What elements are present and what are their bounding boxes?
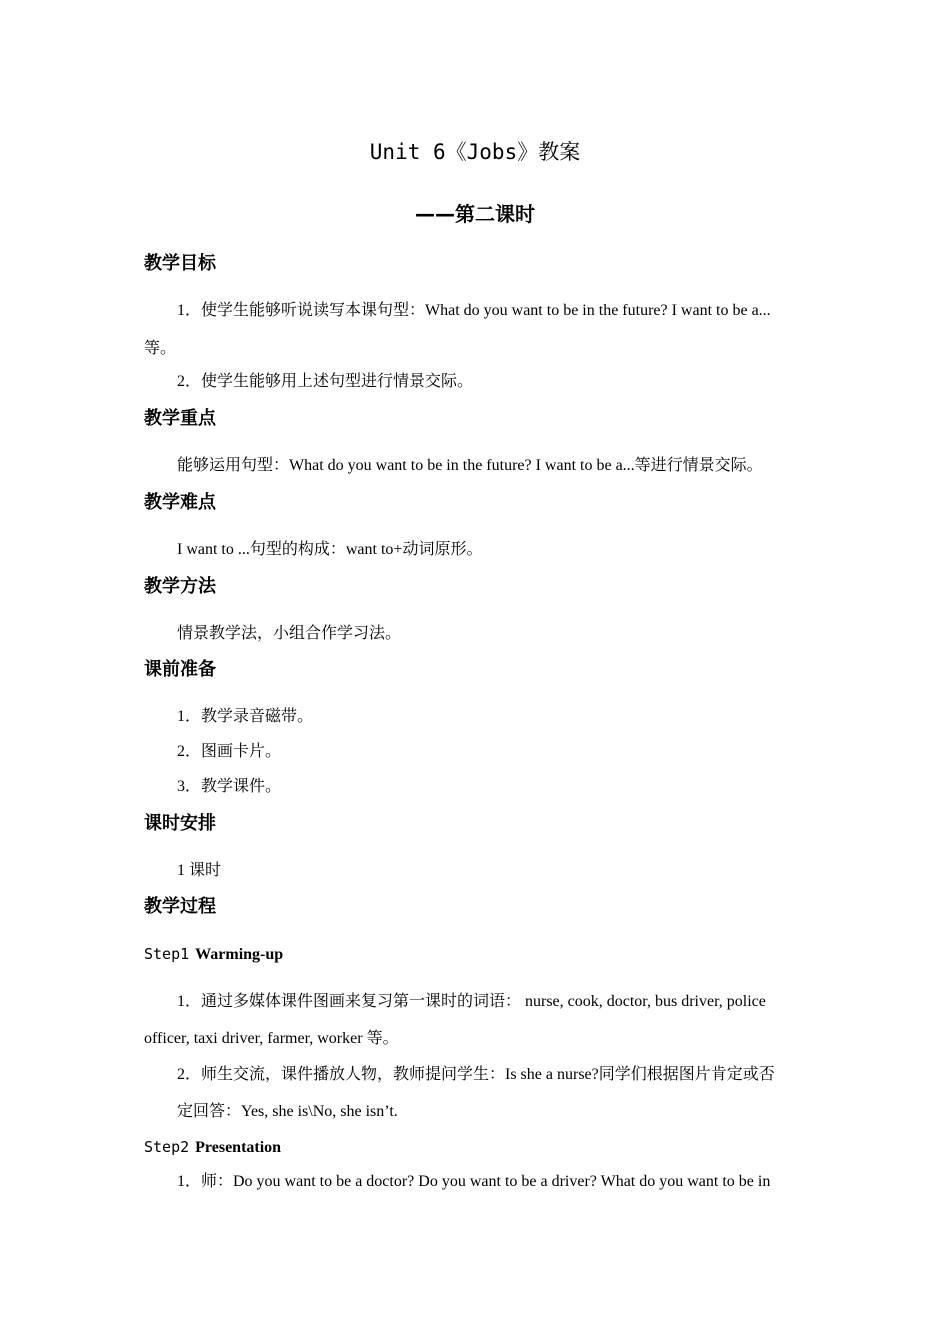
preparation-item-2: 2．图画卡片。 — [177, 743, 282, 760]
heading-process: 教学过程 — [144, 896, 216, 917]
step-1-heading — [144, 944, 283, 965]
step-1-item-1-cont: officer, taxi driver, farmer, worker 等。 — [144, 1030, 399, 1047]
preparation-item-3: 3．教学课件。 — [177, 778, 282, 795]
step-1-item-1: 1．通过多媒体课件图画来复习第一课时的词语： nurse, cook, doctor, bus driver, police — [177, 993, 766, 1010]
step-1-item-2: 2．师生交流，课件播放人物，教师提问学生：Is she a nurse?同学们根据图片肯定或否 — [177, 1066, 775, 1083]
heading-methods: 教学方法 — [144, 576, 216, 597]
step-2-number: Step2 — [144, 1138, 190, 1156]
step-1-name: Warming-up — [195, 946, 284, 963]
heading-difficulties: 教学难点 — [144, 492, 216, 513]
page-title: Unit 6《Jobs》教案 — [369, 140, 581, 164]
page-subtitle: ——第二课时 — [415, 202, 535, 226]
objective-item-1: 1．使学生能够听说读写本课句型：What do you want to be in the future? I want to be a... — [177, 302, 771, 319]
objective-item-1-cont: 等。 — [144, 340, 177, 357]
step-2-item-1: 1．师：Do you want to be a doctor? Do you want to be a driver? What do you want to be in — [177, 1173, 771, 1190]
heading-key-points: 教学重点 — [144, 408, 216, 429]
heading-objectives: 教学目标 — [144, 253, 216, 274]
step-2-heading — [144, 1137, 281, 1158]
step-1-number: Step1 — [144, 945, 190, 963]
heading-schedule: 课时安排 — [144, 813, 216, 834]
step-1-item-2-cont: 定回答：Yes, she is\No, she isn’t. — [177, 1103, 398, 1120]
heading-preparation: 课前准备 — [144, 659, 216, 680]
key-points-text: 能够运用句型：What do you want to be in the future? I want to be a...等进行情景交际。 — [177, 457, 763, 474]
methods-text: 情景教学法，小组合作学习法。 — [177, 625, 402, 642]
difficulties-text: I want to ...句型的构成：want to+动词原形。 — [177, 541, 483, 558]
preparation-item-1: 1．教学录音磁带。 — [177, 708, 314, 725]
step-2-name: Presentation — [195, 1139, 282, 1156]
schedule-text: 1 课时 — [177, 862, 222, 879]
objective-item-2: 2．使学生能够用上述句型进行情景交际。 — [177, 373, 474, 390]
